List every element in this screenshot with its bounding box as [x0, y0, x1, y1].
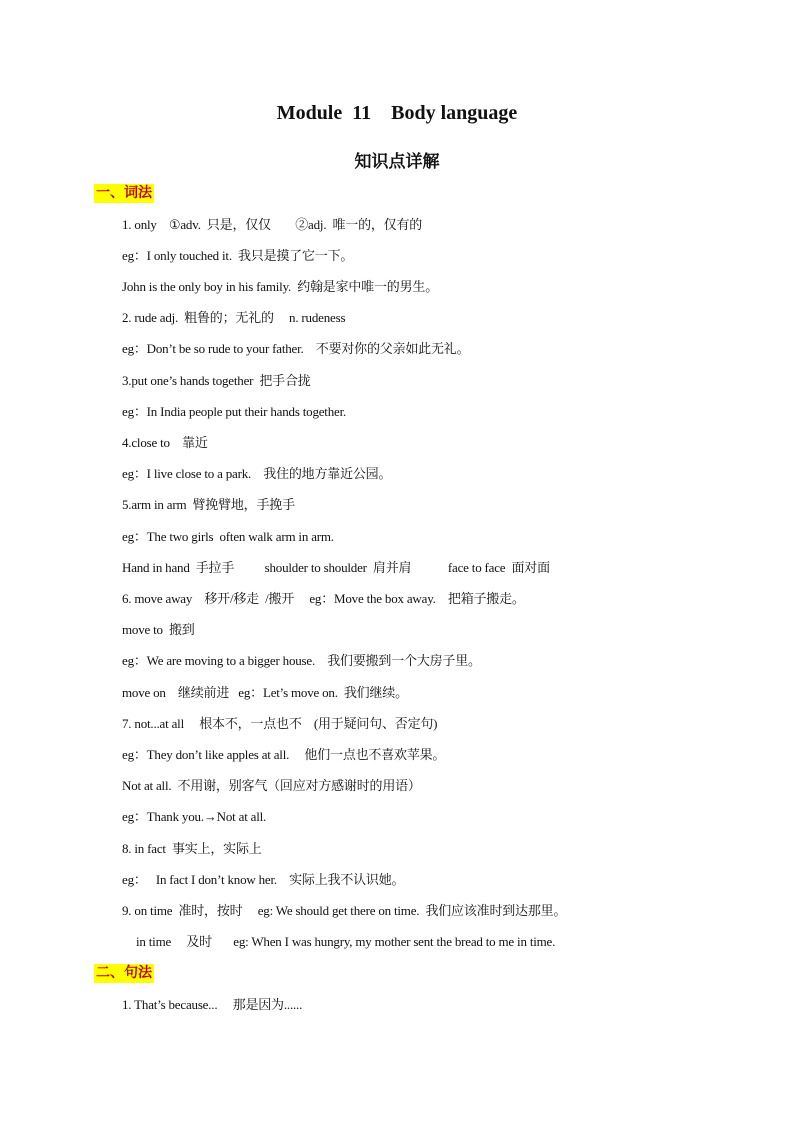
text-line: 1. That’s because... 那是因为...... — [122, 997, 303, 1012]
text-line: 2. rude adj. 粗鲁的；无礼的 n. rudeness — [122, 310, 346, 325]
text-line: eg：I live close to a park. 我住的地方靠近公园。 — [122, 466, 392, 481]
text-line: eg：I only touched it. 我只是摸了它一下。 — [122, 248, 354, 263]
text-line: 7. not...at all 根本不，一点也不 (用于疑问句、否定句) — [122, 716, 438, 731]
text-line: 4.close to 靠近 — [122, 435, 208, 450]
text-line: 1. only ①adv. 只是，仅仅 ②adj. 唯一的，仅有的 — [122, 217, 423, 232]
text-line: 3.put one’s hands together 把手合拢 — [122, 373, 311, 388]
page-title: Module 11 Body language — [276, 102, 518, 124]
text-line: in time 及时 eg: When I was hungry, my mother sent the bread to me in time. — [136, 934, 556, 949]
text-line: eg：In India people put their hands together. — [122, 404, 347, 419]
text-line: eg： In fact I don’t know her. 实际上我不认识她。 — [122, 872, 405, 887]
text-line: 8. in fact 事实上，实际上 — [122, 841, 262, 856]
text-line: 9. on time 准时，按时 eg: We should get there on time. 我们应该准时到达那里。 — [122, 903, 567, 918]
text-line: eg：Thank you.→Not at all. — [122, 809, 267, 824]
text-line: eg：The two girls often walk arm in arm. — [122, 529, 334, 544]
text-line: Not at all. 不用谢，别客气（回应对方感谢时的用语） — [122, 778, 421, 793]
text-line: eg：They don’t like apples at all. 他们一点也不喜欢苹果。 — [122, 747, 446, 762]
text-line: move to 搬到 — [122, 622, 195, 637]
section-heading-sentences: 二、句法 — [96, 966, 152, 981]
text-line: 6. move away 移开/移走 /搬开 eg：Move the box away. 把箱子搬走。 — [122, 591, 525, 606]
text-line: eg：Don’t be so rude to your father. 不要对你的父亲如此无礼。 — [122, 341, 470, 356]
text-line: Hand in hand 手拉手 shoulder to shoulder 肩并肩 face to face 面对面 — [122, 560, 550, 575]
page-subtitle: 知识点详解 — [354, 152, 440, 171]
text-line: John is the only boy in his family. 约翰是家中唯一的男生。 — [122, 279, 438, 294]
section-heading-vocabulary: 一、词法 — [96, 186, 152, 201]
text-line: move on 继续前进 eg：Let’s move on. 我们继续。 — [122, 685, 408, 700]
text-line: 5.arm in arm 臂挽臂地，手挽手 — [122, 497, 295, 512]
text-line: eg：We are moving to a bigger house. 我们要搬到一个大房子里。 — [122, 653, 481, 668]
